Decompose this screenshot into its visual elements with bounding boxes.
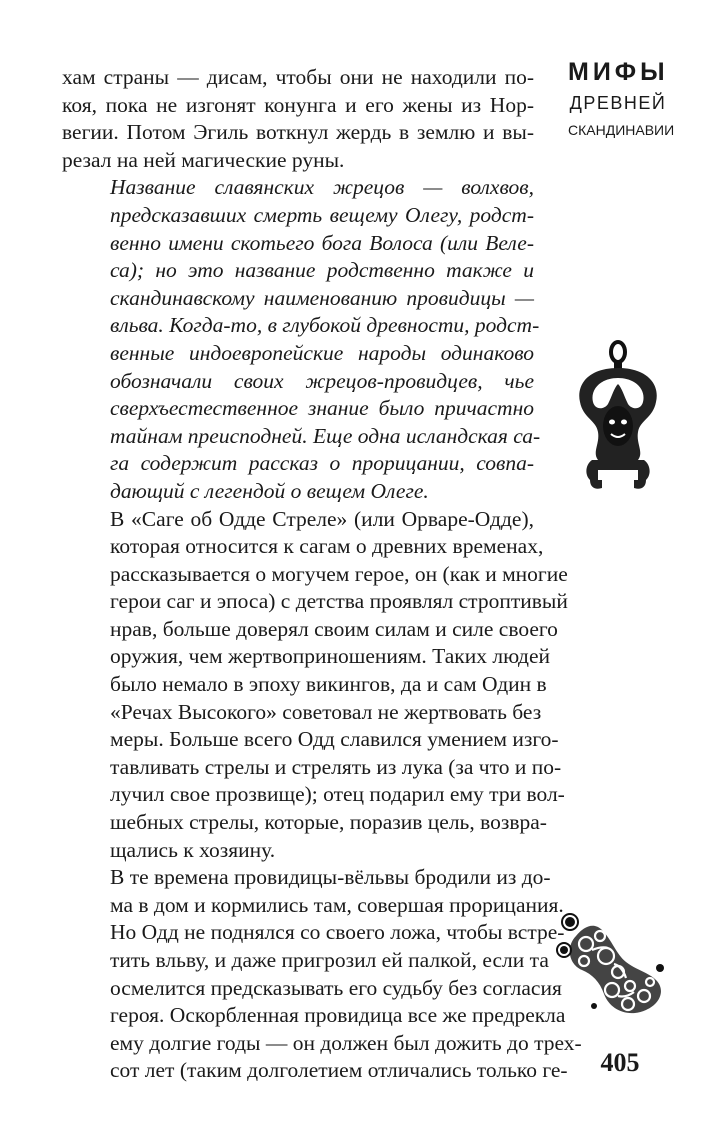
text-line: герои саг и эпоса) с детства проявлял строптивый: [110, 589, 568, 614]
paragraph-2-italic: [62, 174, 541, 505]
text-line: шебных стрелы, которые, поразив цель, возвра-: [110, 810, 547, 835]
text-line: ему долгие годы — он должен был дожить до трех-: [110, 1030, 582, 1055]
text-line: венно имени скотьего бога Волоса (или Веле-: [110, 230, 534, 255]
amulet-figure-icon: [568, 340, 668, 500]
brooch-ornament-icon: [556, 906, 674, 1026]
text-line: обозначали своих жрецов-провидцев, чье: [110, 368, 534, 393]
text-line: нрав, больше доверял своим силам и силе своего: [110, 616, 558, 641]
text-line: вегии. Потом Эгиль воткнул жердь в землю и вы-: [62, 120, 534, 145]
text-line: героя. Оскорбленная провидица все же предрекла: [110, 1003, 566, 1028]
paragraph-1: [62, 64, 534, 174]
page-number: 405: [600, 1048, 640, 1077]
text-line: рассказывается о могучем герое, он (как и многие: [110, 561, 568, 586]
text-line: сот лет (таким долголетием отличались только ге-: [110, 1058, 568, 1083]
text-line: хам страны — дисам, чтобы они не находили по-: [62, 65, 534, 89]
text-line: лучил свое прозвище); отец подарил ему три вол-: [110, 782, 565, 807]
text-line: «Речах Высокого» советовал не жертвовать без: [110, 699, 542, 724]
paragraph-3: [62, 506, 568, 865]
paragraph-4: [62, 864, 582, 1085]
running-head-line2: ДРЕВНЕЙ: [569, 93, 667, 113]
running-head: [568, 58, 675, 141]
text-line: Название славянских жрецов — волхвов,: [110, 175, 534, 200]
main-text: [62, 64, 582, 1085]
text-line: ма в дом и кормились там, совершая прорицания.: [110, 892, 564, 917]
text-line: В те времена провидицы-вёльвы бродили из до-: [110, 865, 551, 890]
text-line: коя, пока не изгонят конунга и его жены из Нор-: [62, 92, 534, 117]
text-line: осмелится предсказывать его судьбу без согласия: [110, 975, 562, 1000]
text-line: венные индоевропейские народы одинаково: [110, 340, 534, 365]
text-line: тить вльву, и даже пригрозил ей палкой, если та: [110, 948, 549, 972]
text-line: предсказавших смерть вещему Олегу, родст-: [110, 202, 534, 227]
text-line: меры. Больше всего Одд славился умением изго-: [110, 727, 559, 752]
text-line: са); но это название родственно также и: [110, 258, 534, 283]
text-line: дающий с легендой о вещем Олеге.: [110, 478, 429, 503]
text-line: тавливать стрелы и стрелять из лука (за что и по-: [110, 754, 562, 779]
running-head-line3: СКАНДИНАВИИ: [568, 122, 675, 138]
text-line: сверхъестественное знание было причастно: [110, 396, 534, 421]
text-line: скандинавскому наименованию провидицы —: [110, 285, 534, 310]
text-line: вльва. Когда-то, в глубокой древности, родст-: [110, 313, 540, 338]
text-line: щались к хозяину.: [110, 837, 276, 862]
text-line: резал на ней магические руны.: [62, 147, 345, 172]
text-line: тайнам преисподней. Еще одна исландская са-: [110, 423, 541, 448]
text-line: Но Одд не поднялся со своего ложа, чтобы встре-: [110, 920, 565, 945]
text-line: оружия, чем жертвоприношениям. Таких людей: [110, 644, 551, 669]
text-line: которая относится к сагам о древних временах,: [110, 534, 544, 559]
text-line: было немало в эпоху викингов, да и сам Один в: [110, 672, 547, 697]
running-head-title: МИФЫ: [568, 58, 669, 86]
text-line: га содержит рассказ о прорицании, совпа-: [110, 451, 534, 476]
text-line: В «Саге об Одде Стреле» (или Орваре-Одде),: [110, 506, 534, 531]
